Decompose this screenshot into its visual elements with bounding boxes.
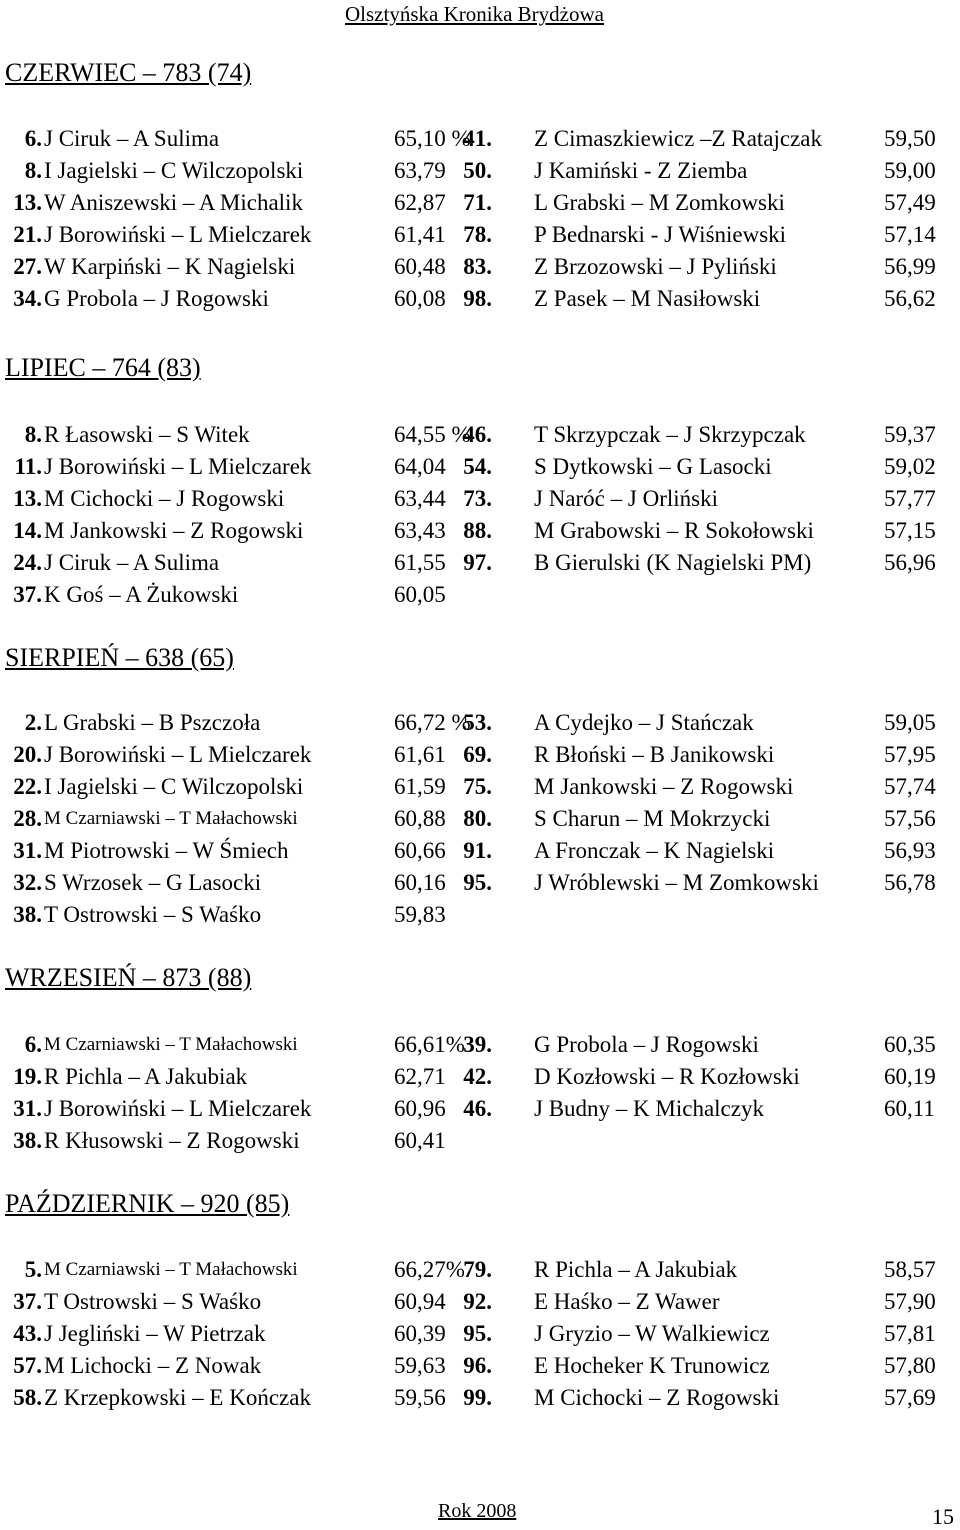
place-number: 31.	[13, 838, 42, 863]
table-row	[0, 1029, 960, 1061]
score: 57,74	[884, 774, 936, 799]
score: 60,08	[394, 286, 446, 311]
pair-names: M Lichocki – Z Nowak	[44, 1353, 262, 1378]
pair-names: I Jagielski – C Wilczopolski	[44, 774, 304, 799]
place-number: 80.	[463, 806, 492, 831]
score: 60,66	[394, 838, 446, 863]
header-title: Olsztyńska Kronika Brydżowa	[345, 2, 604, 26]
place-number: 21.	[13, 222, 42, 247]
pair-names: R Pichla – A Jakubiak	[534, 1257, 738, 1282]
place-number: 6.	[24, 1032, 42, 1057]
place-number: 43.	[13, 1321, 42, 1346]
pair-names: M Jankowski – Z Rogowski	[44, 518, 304, 543]
pair-names: M Cichocki – J Rogowski	[44, 486, 285, 511]
pair-names: J Wróblewski – M Zomkowski	[534, 870, 819, 895]
score: 60,88	[394, 806, 446, 831]
place-number: 32.	[13, 870, 42, 895]
place-number: 37.	[13, 1289, 42, 1314]
place-number: 31.	[13, 1096, 42, 1121]
pair-names: Z Brzozowski – J Pyliński	[534, 254, 777, 279]
place-number: 19.	[13, 1064, 42, 1089]
place-number: 38.	[13, 902, 42, 927]
table-row	[0, 899, 960, 931]
pair-names: R Kłusowski – Z Rogowski	[44, 1128, 300, 1153]
place-number: 42.	[463, 1064, 492, 1089]
score: 61,59	[394, 774, 446, 799]
pair-names: K Goś – A Żukowski	[44, 582, 239, 607]
place-number: 8.	[24, 158, 42, 183]
place-number: 71.	[463, 190, 492, 215]
score: 57,81	[884, 1321, 936, 1346]
pair-names: I Jagielski – C Wilczopolski	[44, 158, 304, 183]
pair-names: Z Krzepkowski – E Kończak	[44, 1385, 311, 1410]
pair-names: J Ciruk – A Sulima	[44, 550, 220, 575]
pair-names: M Czarniawski – T Małachowski	[44, 808, 298, 829]
place-number: 37.	[13, 582, 42, 607]
pair-names: D Kozłowski – R Kozłowski	[534, 1064, 800, 1089]
place-number: 99.	[463, 1385, 492, 1410]
pair-names: M Jankowski – Z Rogowski	[534, 774, 794, 799]
pair-names: M Piotrowski – W Śmiech	[44, 838, 289, 863]
footer-year: Rok 2008	[438, 1500, 517, 1522]
place-number: 88.	[463, 518, 492, 543]
place-number: 24.	[13, 550, 42, 575]
score: 57,90	[884, 1289, 936, 1314]
score: 60,39	[394, 1321, 446, 1346]
pair-names: J Gryzio – W Walkiewicz	[534, 1321, 770, 1346]
place-number: 83.	[463, 254, 492, 279]
place-number: 34.	[13, 286, 42, 311]
score: 60,11	[884, 1096, 935, 1121]
score: 59,05	[884, 710, 936, 735]
table-row	[0, 451, 960, 483]
score: 66,27%	[394, 1257, 465, 1282]
pair-names: S Dytkowski – G Lasocki	[534, 454, 772, 479]
table-row	[0, 771, 960, 803]
score: 61,41	[394, 222, 446, 247]
score: 61,61	[394, 742, 446, 767]
table-row	[0, 187, 960, 219]
place-number: 28.	[13, 806, 42, 831]
score: 64,55 %	[394, 422, 471, 447]
place-number: 50.	[463, 158, 492, 183]
pair-names: B Gierulski (K Nagielski PM)	[534, 550, 812, 575]
pair-names: W Aniszewski – A Michalik	[44, 190, 303, 215]
pair-names: R Błoński – B Janikowski	[534, 742, 775, 767]
table-row	[0, 1061, 960, 1093]
place-number: 46.	[463, 1096, 492, 1121]
section-title: LIPIEC – 764 (83)	[5, 353, 201, 382]
pair-names: R Łasowski – S Witek	[44, 422, 250, 447]
score: 60,96	[394, 1096, 446, 1121]
place-number: 38.	[13, 1128, 42, 1153]
score: 57,14	[884, 222, 936, 247]
section-title: PAŹDZIERNIK – 920 (85)	[5, 1189, 290, 1218]
score: 57,49	[884, 190, 936, 215]
score: 56,62	[884, 286, 936, 311]
table-row	[0, 1254, 960, 1286]
place-number: 8.	[24, 422, 42, 447]
pair-names: E Hocheker K Trunowicz	[534, 1353, 770, 1378]
place-number: 79.	[463, 1257, 492, 1282]
score: 59,50	[884, 126, 936, 151]
table-row	[0, 803, 960, 835]
pair-names: T Ostrowski – S Waśko	[44, 902, 262, 927]
score: 59,00	[884, 158, 936, 183]
score: 57,56	[884, 806, 936, 831]
place-number: 41.	[463, 126, 492, 151]
score: 58,57	[884, 1257, 936, 1282]
section-title: CZERWIEC – 783 (74)	[5, 58, 252, 87]
place-number: 69.	[463, 742, 492, 767]
score: 56,96	[884, 550, 936, 575]
pair-names: J Borowiński – L Mielczarek	[44, 742, 312, 767]
pair-names: T Skrzypczak – J Skrzypczak	[534, 422, 806, 447]
table-row	[0, 707, 960, 739]
pair-names: R Pichla – A Jakubiak	[44, 1064, 248, 1089]
table-row	[0, 1350, 960, 1382]
pair-names: L Grabski – B Pszczoła	[44, 710, 261, 735]
score: 63,79	[394, 158, 446, 183]
pair-names: M Grabowski – R Sokołowski	[534, 518, 814, 543]
place-number: 13.	[13, 486, 42, 511]
pair-names: S Charun – M Mokrzycki	[534, 806, 771, 831]
score: 59,83	[394, 902, 446, 927]
pair-names: J Ciruk – A Sulima	[44, 126, 220, 151]
pair-names: T Ostrowski – S Waśko	[44, 1289, 262, 1314]
section-title: SIERPIEŃ – 638 (65)	[5, 643, 234, 672]
score: 64,04	[394, 454, 446, 479]
score: 60,19	[884, 1064, 936, 1089]
place-number: 97.	[463, 550, 492, 575]
place-number: 58.	[13, 1385, 42, 1410]
score: 61,55	[394, 550, 446, 575]
pair-names: Z Pasek – M Nasiłowski	[534, 286, 761, 311]
table-row	[0, 515, 960, 547]
place-number: 5.	[24, 1257, 42, 1282]
score: 59,63	[394, 1353, 446, 1378]
score: 56,78	[884, 870, 936, 895]
pair-names: J Borowiński – L Mielczarek	[44, 1096, 312, 1121]
place-number: 96.	[463, 1353, 492, 1378]
table-row	[0, 219, 960, 251]
page-number: 15	[932, 1504, 954, 1529]
score: 60,41	[394, 1128, 446, 1153]
score: 57,80	[884, 1353, 936, 1378]
table-row	[0, 483, 960, 515]
place-number: 2.	[24, 710, 42, 735]
score: 62,71	[394, 1064, 446, 1089]
place-number: 75.	[463, 774, 492, 799]
score: 59,37	[884, 422, 936, 447]
table-row	[0, 547, 960, 579]
score: 59,02	[884, 454, 936, 479]
pair-names: J Kamiński - Z Ziemba	[534, 158, 748, 183]
table-row	[0, 1318, 960, 1350]
table-row	[0, 251, 960, 283]
pair-names: J Jegliński – W Pietrzak	[44, 1321, 266, 1346]
pair-names: P Bednarski - J Wiśniewski	[534, 222, 787, 247]
place-number: 54.	[463, 454, 492, 479]
section-title: WRZESIEŃ – 873 (88)	[5, 963, 252, 992]
score: 57,69	[884, 1385, 936, 1410]
table-row	[0, 1286, 960, 1318]
pair-names: W Karpiński – K Nagielski	[44, 254, 296, 279]
pair-names: M Cichocki – Z Rogowski	[534, 1385, 780, 1410]
score: 60,16	[394, 870, 446, 895]
place-number: 39.	[463, 1032, 492, 1057]
pair-names: S Wrzosek – G Lasocki	[44, 870, 262, 895]
place-number: 78.	[463, 222, 492, 247]
score: 62,87	[394, 190, 446, 215]
place-number: 98.	[463, 286, 492, 311]
pair-names: G Probola – J Rogowski	[534, 1032, 759, 1057]
score: 60,35	[884, 1032, 936, 1057]
place-number: 73.	[463, 486, 492, 511]
pair-names: E Haśko – Z Wawer	[534, 1289, 720, 1314]
score: 57,77	[884, 486, 936, 511]
place-number: 95.	[463, 870, 492, 895]
score: 60,48	[394, 254, 446, 279]
score: 66,61%	[394, 1032, 465, 1057]
table-row	[0, 739, 960, 771]
table-row	[0, 579, 960, 611]
place-number: 6.	[24, 126, 42, 151]
place-number: 14.	[13, 518, 42, 543]
table-row	[0, 1093, 960, 1125]
table-row	[0, 867, 960, 899]
place-number: 27.	[13, 254, 42, 279]
score: 65,10 %	[394, 126, 471, 151]
table-row	[0, 283, 960, 315]
score: 57,15	[884, 518, 936, 543]
score: 59,56	[394, 1385, 446, 1410]
score: 57,95	[884, 742, 936, 767]
pair-names: J Borowiński – L Mielczarek	[44, 454, 312, 479]
table-row	[0, 419, 960, 451]
place-number: 20.	[13, 742, 42, 767]
pair-names: L Grabski – M Zomkowski	[534, 190, 785, 215]
table-row	[0, 123, 960, 155]
score: 60,94	[394, 1289, 446, 1314]
score: 60,05	[394, 582, 446, 607]
table-row	[0, 155, 960, 187]
pair-names: J Naróć – J Orliński	[534, 486, 718, 511]
table-row	[0, 1125, 960, 1157]
pair-names: J Budny – K Michalczyk	[534, 1096, 764, 1121]
table-row	[0, 835, 960, 867]
score: 66,72 %	[394, 710, 471, 735]
place-number: 57.	[13, 1353, 42, 1378]
place-number: 53.	[463, 710, 492, 735]
place-number: 13.	[13, 190, 42, 215]
pair-names: M Czarniawski – T Małachowski	[44, 1034, 298, 1055]
table-row	[0, 1382, 960, 1414]
pair-names: Z Cimaszkiewicz –Z Ratajczak	[534, 126, 823, 151]
place-number: 92.	[463, 1289, 492, 1314]
place-number: 22.	[13, 774, 42, 799]
pair-names: A Cydejko – J Stańczak	[534, 710, 754, 735]
pair-names: A Fronczak – K Nagielski	[534, 838, 775, 863]
score: 56,93	[884, 838, 936, 863]
pair-names: G Probola – J Rogowski	[44, 286, 269, 311]
place-number: 46.	[463, 422, 492, 447]
score: 63,43	[394, 518, 446, 543]
place-number: 95.	[463, 1321, 492, 1346]
place-number: 11.	[14, 454, 42, 479]
place-number: 91.	[463, 838, 492, 863]
pair-names: J Borowiński – L Mielczarek	[44, 222, 312, 247]
score: 63,44	[394, 486, 446, 511]
score: 56,99	[884, 254, 936, 279]
pair-names: M Czarniawski – T Małachowski	[44, 1259, 298, 1280]
